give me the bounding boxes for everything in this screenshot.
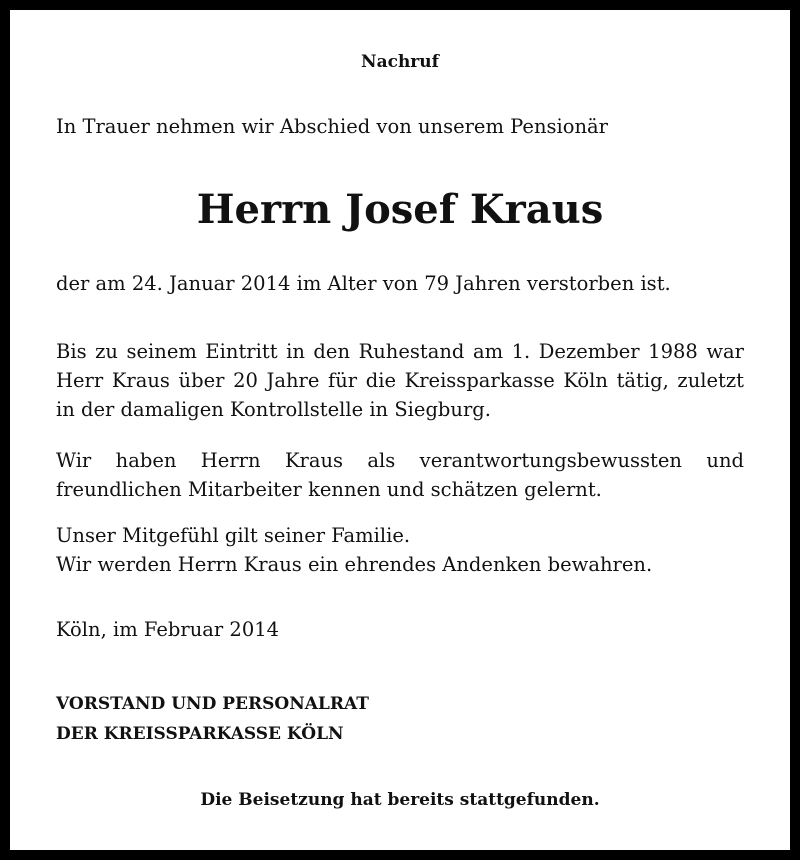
- career-paragraph: Bis zu seinem Eintritt in den Ruhestand am 1. Dezember 1988 war Herr Kraus über 20 Jahre für die Kreissparkasse Köln tätig, zuletzt in der damaligen Kontrollstelle in Siegburg.: [56, 340, 744, 421]
- tribute-paragraph: Wir haben Herrn Kraus als verantwortungsbewussten und freundlichen Mitarbeiter kennen und schätzen gelernt.: [56, 449, 744, 501]
- intro-line: In Trauer nehmen wir Abschied von unserem Pensionär: [56, 115, 608, 138]
- place-date: Köln, im Februar 2014: [56, 618, 280, 641]
- sympathy-line-1: Unser Mitgefühl gilt seiner Familie.: [56, 524, 411, 547]
- sympathy-line-2: Wir werden Herrn Kraus ein ehrendes Andenken bewahren.: [56, 553, 653, 576]
- signature-line-1: VORSTAND UND PERSONALRAT: [56, 694, 369, 714]
- signature-line-2: DER KREISSPARKASSE KÖLN: [56, 724, 344, 744]
- notice-heading: Nachruf: [361, 52, 439, 72]
- burial-note: Die Beisetzung hat bereits stattgefunden.: [200, 790, 600, 810]
- deceased-name: Herrn Josef Kraus: [196, 186, 604, 233]
- death-date-line: der am 24. Januar 2014 im Alter von 79 Jahren verstorben ist.: [56, 272, 671, 295]
